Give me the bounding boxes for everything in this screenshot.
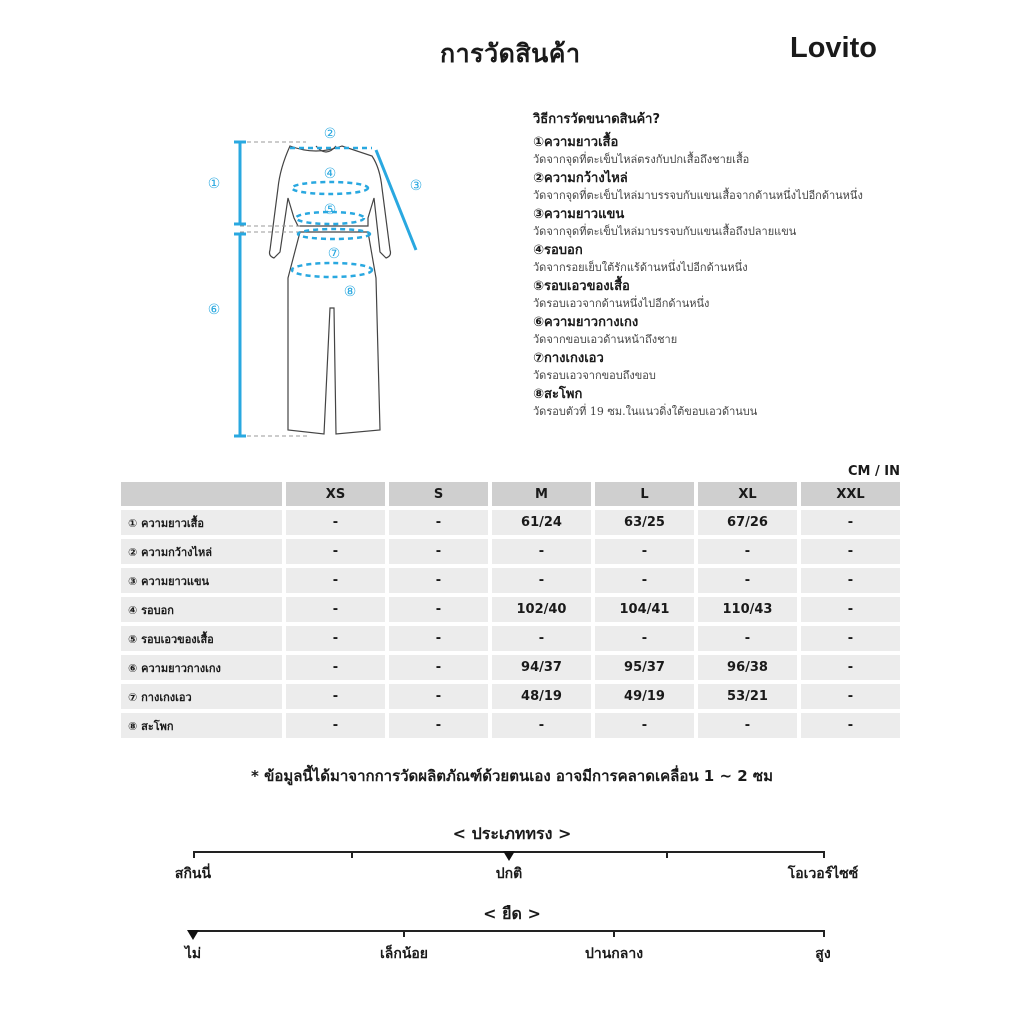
- size-header: M: [492, 482, 591, 506]
- size-value-cell: -: [389, 597, 488, 622]
- guide-item: [533, 313, 953, 348]
- guide-item: [533, 205, 953, 240]
- fit-scale-tick: [666, 851, 668, 858]
- size-value-cell: -: [389, 510, 488, 535]
- size-value-cell: -: [492, 713, 591, 738]
- size-value-cell: 94/37: [492, 655, 591, 680]
- marker-1: ①: [207, 176, 221, 192]
- marker-2: ②: [323, 126, 337, 142]
- guide-item-title: ②ความกว้างไหล่: [533, 171, 628, 186]
- size-header: L: [595, 482, 694, 506]
- size-header: XS: [286, 482, 385, 506]
- fit-scale-title: < ประเภททรง >: [452, 824, 572, 843]
- guide-item: [533, 385, 953, 420]
- fit-scale-tick: [823, 851, 825, 858]
- fit-selected-marker: [503, 851, 515, 861]
- size-value-cell: -: [389, 568, 488, 593]
- size-value-cell: -: [801, 568, 900, 593]
- size-table-row: [121, 597, 900, 622]
- stretch-label-high: สูง: [815, 946, 831, 962]
- size-value-cell: -: [801, 655, 900, 680]
- size-value-cell: -: [801, 539, 900, 564]
- guide-item: [533, 349, 953, 384]
- size-value-cell: -: [389, 713, 488, 738]
- guide-item-desc: วัดรอบเอวจากขอบถึงขอบ: [533, 369, 656, 382]
- size-header: XXL: [801, 482, 900, 506]
- size-value-cell: 61/24: [492, 510, 591, 535]
- stretch-label-none: ไม่: [184, 946, 202, 962]
- marker-3: ③: [409, 178, 423, 194]
- header-blank-cell: [121, 482, 282, 506]
- guide-item-title: ⑦กางเกงเอว: [533, 351, 604, 366]
- size-value-cell: -: [389, 626, 488, 651]
- measurement-label: ④ รอบอก: [121, 597, 282, 622]
- marker-5: ⑤: [323, 202, 337, 218]
- size-value-cell: -: [698, 626, 797, 651]
- guide-item-desc: วัดรอบตัวที่ 19 ซม.ในแนวดิ่งใต้ขอบเอวด้านบน: [533, 405, 758, 418]
- size-value-cell: -: [698, 568, 797, 593]
- size-value-cell: -: [286, 568, 385, 593]
- stretch-label-slight: เล็กน้อย: [379, 946, 429, 962]
- size-table-row: [121, 510, 900, 535]
- measurement-label: ⑧ สะโพก: [121, 713, 282, 738]
- size-value-cell: -: [595, 713, 694, 738]
- fit-label-oversize: โอเวอร์ไซซ์: [787, 866, 859, 882]
- size-value-cell: 49/19: [595, 684, 694, 709]
- size-value-cell: -: [595, 568, 694, 593]
- marker-4: ④: [323, 166, 337, 182]
- fit-label-regular: ปกติ: [495, 866, 523, 882]
- guide-item-desc: วัดจากจุดที่ตะเข็บไหล่มาบรรจบกับแขนเสื้อถึงปลายแขน: [533, 225, 797, 238]
- guide-item-title: ④รอบอก: [533, 243, 583, 258]
- fit-scale-tick: [351, 851, 353, 858]
- size-value-cell: 53/21: [698, 684, 797, 709]
- size-value-cell: -: [801, 626, 900, 651]
- guide-heading: วิธีการวัดขนาดสินค้า?: [533, 112, 661, 127]
- size-value-cell: 96/38: [698, 655, 797, 680]
- guide-item-desc: วัดจากจุดที่ตะเข็บไหล่มาบรรจบกับแขนเสื้อจากด้านหนึ่งไปอีกด้านหนึ่ง: [533, 189, 863, 202]
- size-value-cell: 95/37: [595, 655, 694, 680]
- measurement-label: ⑦ กางเกงเอว: [121, 684, 282, 709]
- size-value-cell: 63/25: [595, 510, 694, 535]
- guide-item-title: ⑥ความยาวกางเกง: [533, 315, 639, 330]
- size-value-cell: -: [801, 684, 900, 709]
- size-table-row: [121, 713, 900, 738]
- page-title: การวัดสินค้า: [440, 39, 581, 68]
- stretch-scale-line: [193, 930, 825, 932]
- stretch-scale-title: < ยืด >: [483, 904, 541, 923]
- size-value-cell: 110/43: [698, 597, 797, 622]
- size-value-cell: 48/19: [492, 684, 591, 709]
- guide-item: [533, 133, 953, 168]
- marker-8: ⑧: [343, 284, 357, 300]
- size-value-cell: -: [492, 626, 591, 651]
- size-value-cell: -: [492, 568, 591, 593]
- garment-diagram: [196, 118, 436, 448]
- size-value-cell: -: [801, 713, 900, 738]
- size-table-row: [121, 539, 900, 564]
- size-value-cell: -: [286, 626, 385, 651]
- unit-label: CM / IN: [848, 464, 900, 479]
- guide-item: [533, 241, 953, 276]
- guide-item-title: ⑤รอบเอวของเสื้อ: [533, 279, 630, 294]
- measurement-label: ② ความกว้างไหล่: [121, 539, 282, 564]
- marker-7: ⑦: [327, 246, 341, 262]
- size-value-cell: -: [286, 655, 385, 680]
- size-value-cell: -: [389, 684, 488, 709]
- measurement-label: ① ความยาวเสื้อ: [121, 510, 282, 535]
- guide-item: [533, 277, 953, 312]
- size-value-cell: -: [286, 684, 385, 709]
- size-value-cell: 102/40: [492, 597, 591, 622]
- stretch-selected-marker: [187, 930, 199, 940]
- marker-6: ⑥: [207, 302, 221, 318]
- size-value-cell: -: [286, 539, 385, 564]
- stretch-scale-tick: [823, 930, 825, 937]
- stretch-scale-tick: [613, 930, 615, 937]
- size-value-cell: -: [595, 539, 694, 564]
- size-table-row: [121, 655, 900, 680]
- size-value-cell: -: [595, 626, 694, 651]
- size-value-cell: -: [389, 655, 488, 680]
- size-value-cell: 104/41: [595, 597, 694, 622]
- size-header: XL: [698, 482, 797, 506]
- fit-scale-tick: [193, 851, 195, 858]
- measurement-label: ⑥ ความยาวกางเกง: [121, 655, 282, 680]
- size-value-cell: -: [286, 597, 385, 622]
- measuring-guide: [533, 108, 953, 421]
- size-value-cell: -: [698, 539, 797, 564]
- stretch-label-medium: ปานกลาง: [584, 946, 644, 962]
- measurement-label: ⑤ รอบเอวของเสื้อ: [121, 626, 282, 651]
- size-table-row: [121, 626, 900, 651]
- measurement-note: * ข้อมูลนี้ได้มาจากการวัดผลิตภัณฑ์ด้วยตนเอง อาจมีการคลาดเคลื่อน 1 ~ 2 ซม: [251, 767, 773, 785]
- size-value-cell: 67/26: [698, 510, 797, 535]
- size-value-cell: -: [286, 713, 385, 738]
- size-value-cell: -: [801, 510, 900, 535]
- guide-item-desc: วัดจากขอบเอวด้านหน้าถึงชาย: [533, 333, 678, 346]
- size-value-cell: -: [286, 510, 385, 535]
- guide-item-desc: วัดรอบเอวจากด้านหนึ่งไปอีกด้านหนึ่ง: [533, 297, 710, 310]
- guide-item-title: ③ความยาวแขน: [533, 207, 625, 222]
- size-table-row: [121, 684, 900, 709]
- brand-logo: Lovito: [790, 32, 877, 64]
- guide-item: [533, 169, 953, 204]
- guide-item-title: ①ความยาวเสื้อ: [533, 135, 619, 150]
- guide-item-desc: วัดจากรอยเย็บใต้รักแร้ด้านหนึ่งไปอีกด้านหนึ่ง: [533, 261, 748, 274]
- measurement-label: ③ ความยาวแขน: [121, 568, 282, 593]
- size-value-cell: -: [389, 539, 488, 564]
- size-table-row: [121, 568, 900, 593]
- size-value-cell: -: [801, 597, 900, 622]
- size-value-cell: -: [698, 713, 797, 738]
- guide-item-title: ⑧สะโพก: [533, 387, 583, 402]
- stretch-scale-tick: [403, 930, 405, 937]
- size-header: S: [389, 482, 488, 506]
- size-value-cell: -: [492, 539, 591, 564]
- guide-item-desc: วัดจากจุดที่ตะเข็บไหล่ตรงกับปกเสื้อถึงชายเสื้อ: [533, 153, 750, 166]
- size-header-row: [121, 482, 900, 506]
- size-table: [117, 478, 904, 742]
- fit-label-skinny: สกินนี่: [174, 866, 212, 882]
